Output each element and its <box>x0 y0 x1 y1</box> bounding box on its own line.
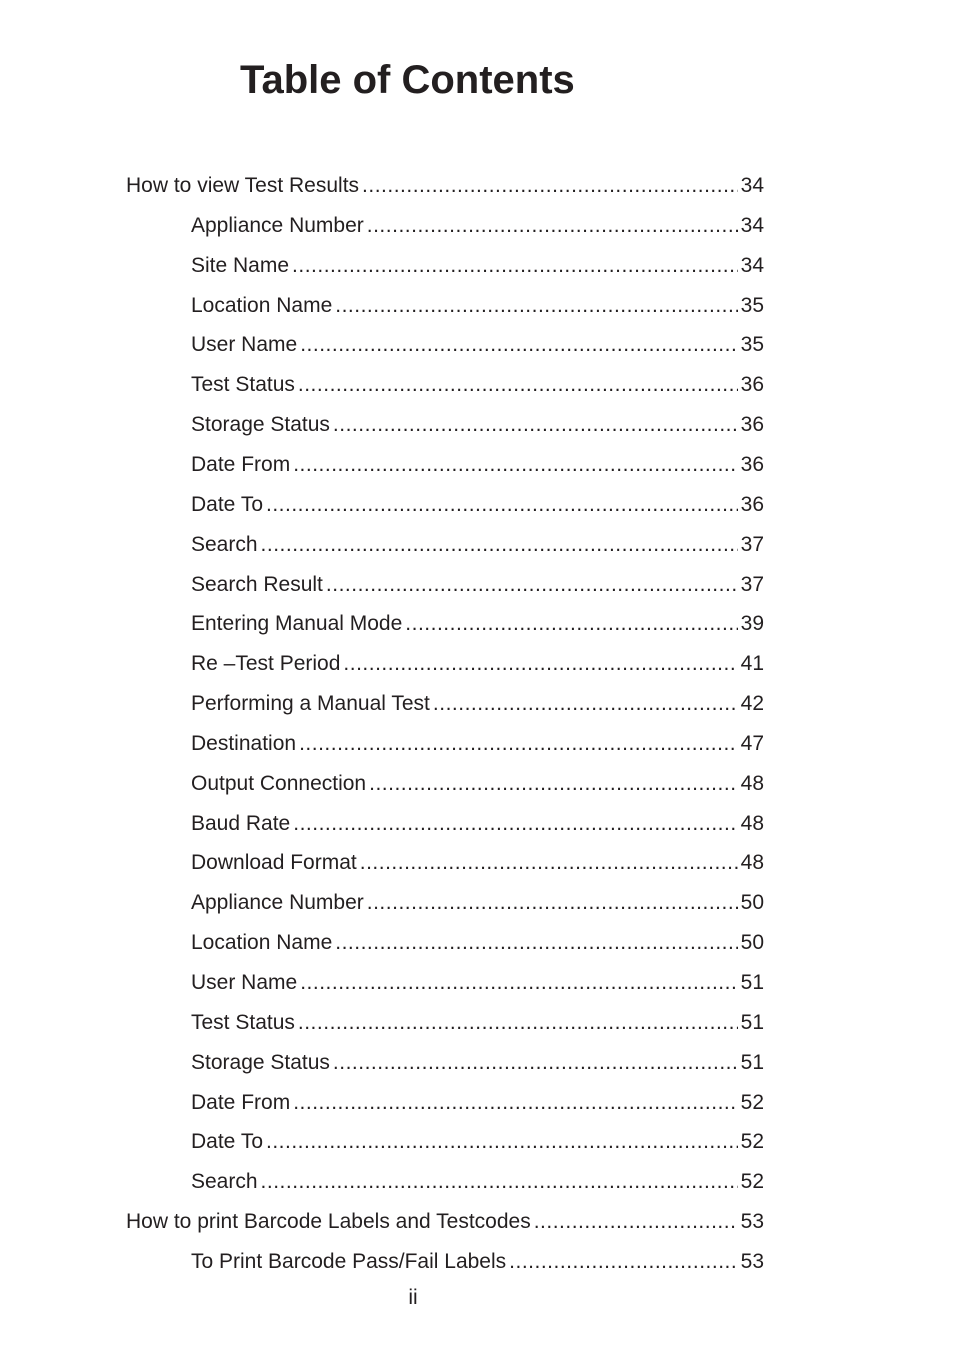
toc-subsection-entry[interactable] <box>191 967 764 999</box>
toc-entry-page-number: 53 <box>740 1249 764 1273</box>
toc-subsection-entry[interactable] <box>191 1166 764 1198</box>
toc-entry-page-number: 51 <box>740 1010 764 1034</box>
toc-subsection-entry[interactable] <box>191 648 764 680</box>
toc-entry-label: Destination <box>191 731 297 755</box>
toc-subsection-entry[interactable] <box>191 1007 764 1039</box>
toc-entry-page-number: 35 <box>740 333 764 357</box>
dot-leader <box>360 847 738 879</box>
toc-entry-label: Appliance Number <box>191 213 364 237</box>
toc-subsection-entry[interactable] <box>191 808 764 840</box>
toc-entry-page-number: 36 <box>740 452 764 476</box>
toc-entry-label: Date To <box>191 492 263 516</box>
toc-section-entry[interactable] <box>126 1206 764 1238</box>
toc-entry-label: Re –Test Period <box>191 652 341 676</box>
toc-entry-label: Storage Status <box>191 1050 330 1074</box>
dot-leader <box>405 608 737 640</box>
toc-subsection-entry[interactable] <box>191 728 764 760</box>
toc-subsection-entry[interactable] <box>191 250 764 282</box>
toc-entry-label: Site Name <box>191 253 290 277</box>
dot-leader <box>367 887 738 919</box>
toc-entry-label: Download Format <box>191 851 357 875</box>
toc-entry-page-number: 42 <box>740 692 764 716</box>
dot-leader <box>300 967 737 999</box>
dot-leader <box>335 927 737 959</box>
toc-entry-label: Search <box>191 1170 258 1194</box>
toc-entry-page-number: 36 <box>740 492 764 516</box>
dot-leader <box>299 728 738 760</box>
toc-subsection-entry[interactable] <box>191 329 764 361</box>
dot-leader <box>367 210 738 242</box>
toc-subsection-entry[interactable] <box>191 569 764 601</box>
toc-subsection-entry[interactable] <box>191 409 764 441</box>
toc-subsection-entry[interactable] <box>191 529 764 561</box>
toc-entry-label: Location Name <box>191 293 333 317</box>
dot-leader <box>333 1047 738 1079</box>
dot-leader <box>293 808 737 840</box>
dot-leader <box>293 1087 737 1119</box>
toc-entry-page-number: 51 <box>740 1050 764 1074</box>
toc-entry-label: Search Result <box>191 572 323 596</box>
dot-leader <box>369 768 738 800</box>
toc-entry-label: Test Status <box>191 1010 295 1034</box>
toc-entry-label: Storage Status <box>191 413 330 437</box>
toc-subsection-entry[interactable] <box>191 1126 764 1158</box>
dot-leader <box>261 529 738 561</box>
page-title: Table of Contents <box>240 58 575 102</box>
dot-leader <box>335 290 737 322</box>
dot-leader <box>261 1166 738 1198</box>
toc-subsection-entry[interactable] <box>191 1047 764 1079</box>
toc-entry-label: Date From <box>191 452 291 476</box>
toc-entry-page-number: 34 <box>740 253 764 277</box>
toc-entry-page-number: 37 <box>740 572 764 596</box>
toc-subsection-entry[interactable] <box>191 369 764 401</box>
toc-subsection-entry[interactable] <box>191 608 764 640</box>
toc-entry-page-number: 53 <box>740 1210 764 1234</box>
toc-entry-page-number: 35 <box>740 293 764 317</box>
dot-leader <box>300 329 737 361</box>
toc-entry-label: User Name <box>191 333 298 357</box>
dot-leader <box>266 489 738 521</box>
toc-entry-label: How to view Test Results <box>126 174 360 197</box>
toc-subsection-entry[interactable] <box>191 927 764 959</box>
toc-entry-page-number: 50 <box>740 931 764 955</box>
toc-entry-page-number: 48 <box>740 771 764 795</box>
toc-entry-page-number: 41 <box>740 652 764 676</box>
toc-entry-page-number: 36 <box>740 373 764 397</box>
toc-entry-page-number: 48 <box>740 851 764 875</box>
toc-entry-page-number: 52 <box>740 1170 764 1194</box>
toc-entry-page-number: 37 <box>740 532 764 556</box>
toc-entry-label: Entering Manual Mode <box>191 612 403 636</box>
toc-entry-page-number: 34 <box>740 174 764 197</box>
toc-entry-label: User Name <box>191 971 298 994</box>
toc-entry-label: To Print Barcode Pass/Fail Labels <box>191 1249 507 1273</box>
dot-leader <box>266 1126 738 1158</box>
toc-entry-page-number: 51 <box>740 971 764 994</box>
dot-leader <box>292 250 738 282</box>
toc-entry-page-number: 48 <box>740 811 764 835</box>
toc-entry-page-number: 47 <box>740 731 764 755</box>
toc-subsection-entry[interactable] <box>191 887 764 919</box>
toc-entry-label: Search <box>191 532 258 556</box>
toc-subsection-entry[interactable] <box>191 210 764 242</box>
toc-subsection-entry[interactable] <box>191 768 764 800</box>
toc-subsection-entry[interactable] <box>191 688 764 720</box>
toc-entry-page-number: 34 <box>740 213 764 237</box>
toc-entry-page-number: 52 <box>740 1130 764 1154</box>
toc-entry-label: How to print Barcode Labels and Testcodes <box>126 1210 531 1234</box>
toc-entry-label: Performing a Manual Test <box>191 692 430 716</box>
page-number: ii <box>408 1286 418 1309</box>
toc-entry-label: Appliance Number <box>191 891 364 915</box>
toc-entry-label: Test Status <box>191 373 295 397</box>
toc-entry-label: Location Name <box>191 931 333 955</box>
toc-entry-page-number: 52 <box>740 1090 764 1114</box>
dot-leader <box>293 449 737 481</box>
dot-leader <box>326 569 738 601</box>
toc-subsection-entry[interactable] <box>191 847 764 879</box>
dot-leader <box>333 409 738 441</box>
toc-entry-page-number: 36 <box>740 413 764 437</box>
dot-leader <box>362 170 738 202</box>
toc-subsection-entry[interactable] <box>191 449 764 481</box>
dot-leader <box>509 1246 737 1278</box>
toc-entry-label: Baud Rate <box>191 811 291 835</box>
toc-subsection-entry[interactable] <box>191 1087 764 1119</box>
toc-entry-label: Date From <box>191 1090 291 1114</box>
toc-entry-label: Output Connection <box>191 771 367 795</box>
dot-leader <box>343 648 737 680</box>
toc-entry-page-number: 50 <box>740 891 764 915</box>
toc-subsection-entry[interactable] <box>191 290 764 322</box>
toc-entry-page-number: 39 <box>740 612 764 636</box>
toc-subsection-entry[interactable] <box>191 1246 764 1278</box>
toc-section-entry[interactable] <box>126 170 764 202</box>
dot-leader <box>298 369 738 401</box>
dot-leader <box>534 1206 738 1238</box>
toc-subsection-entry[interactable] <box>191 489 764 521</box>
dot-leader <box>298 1007 738 1039</box>
dot-leader <box>433 688 738 720</box>
toc-entry-label: Date To <box>191 1130 263 1154</box>
